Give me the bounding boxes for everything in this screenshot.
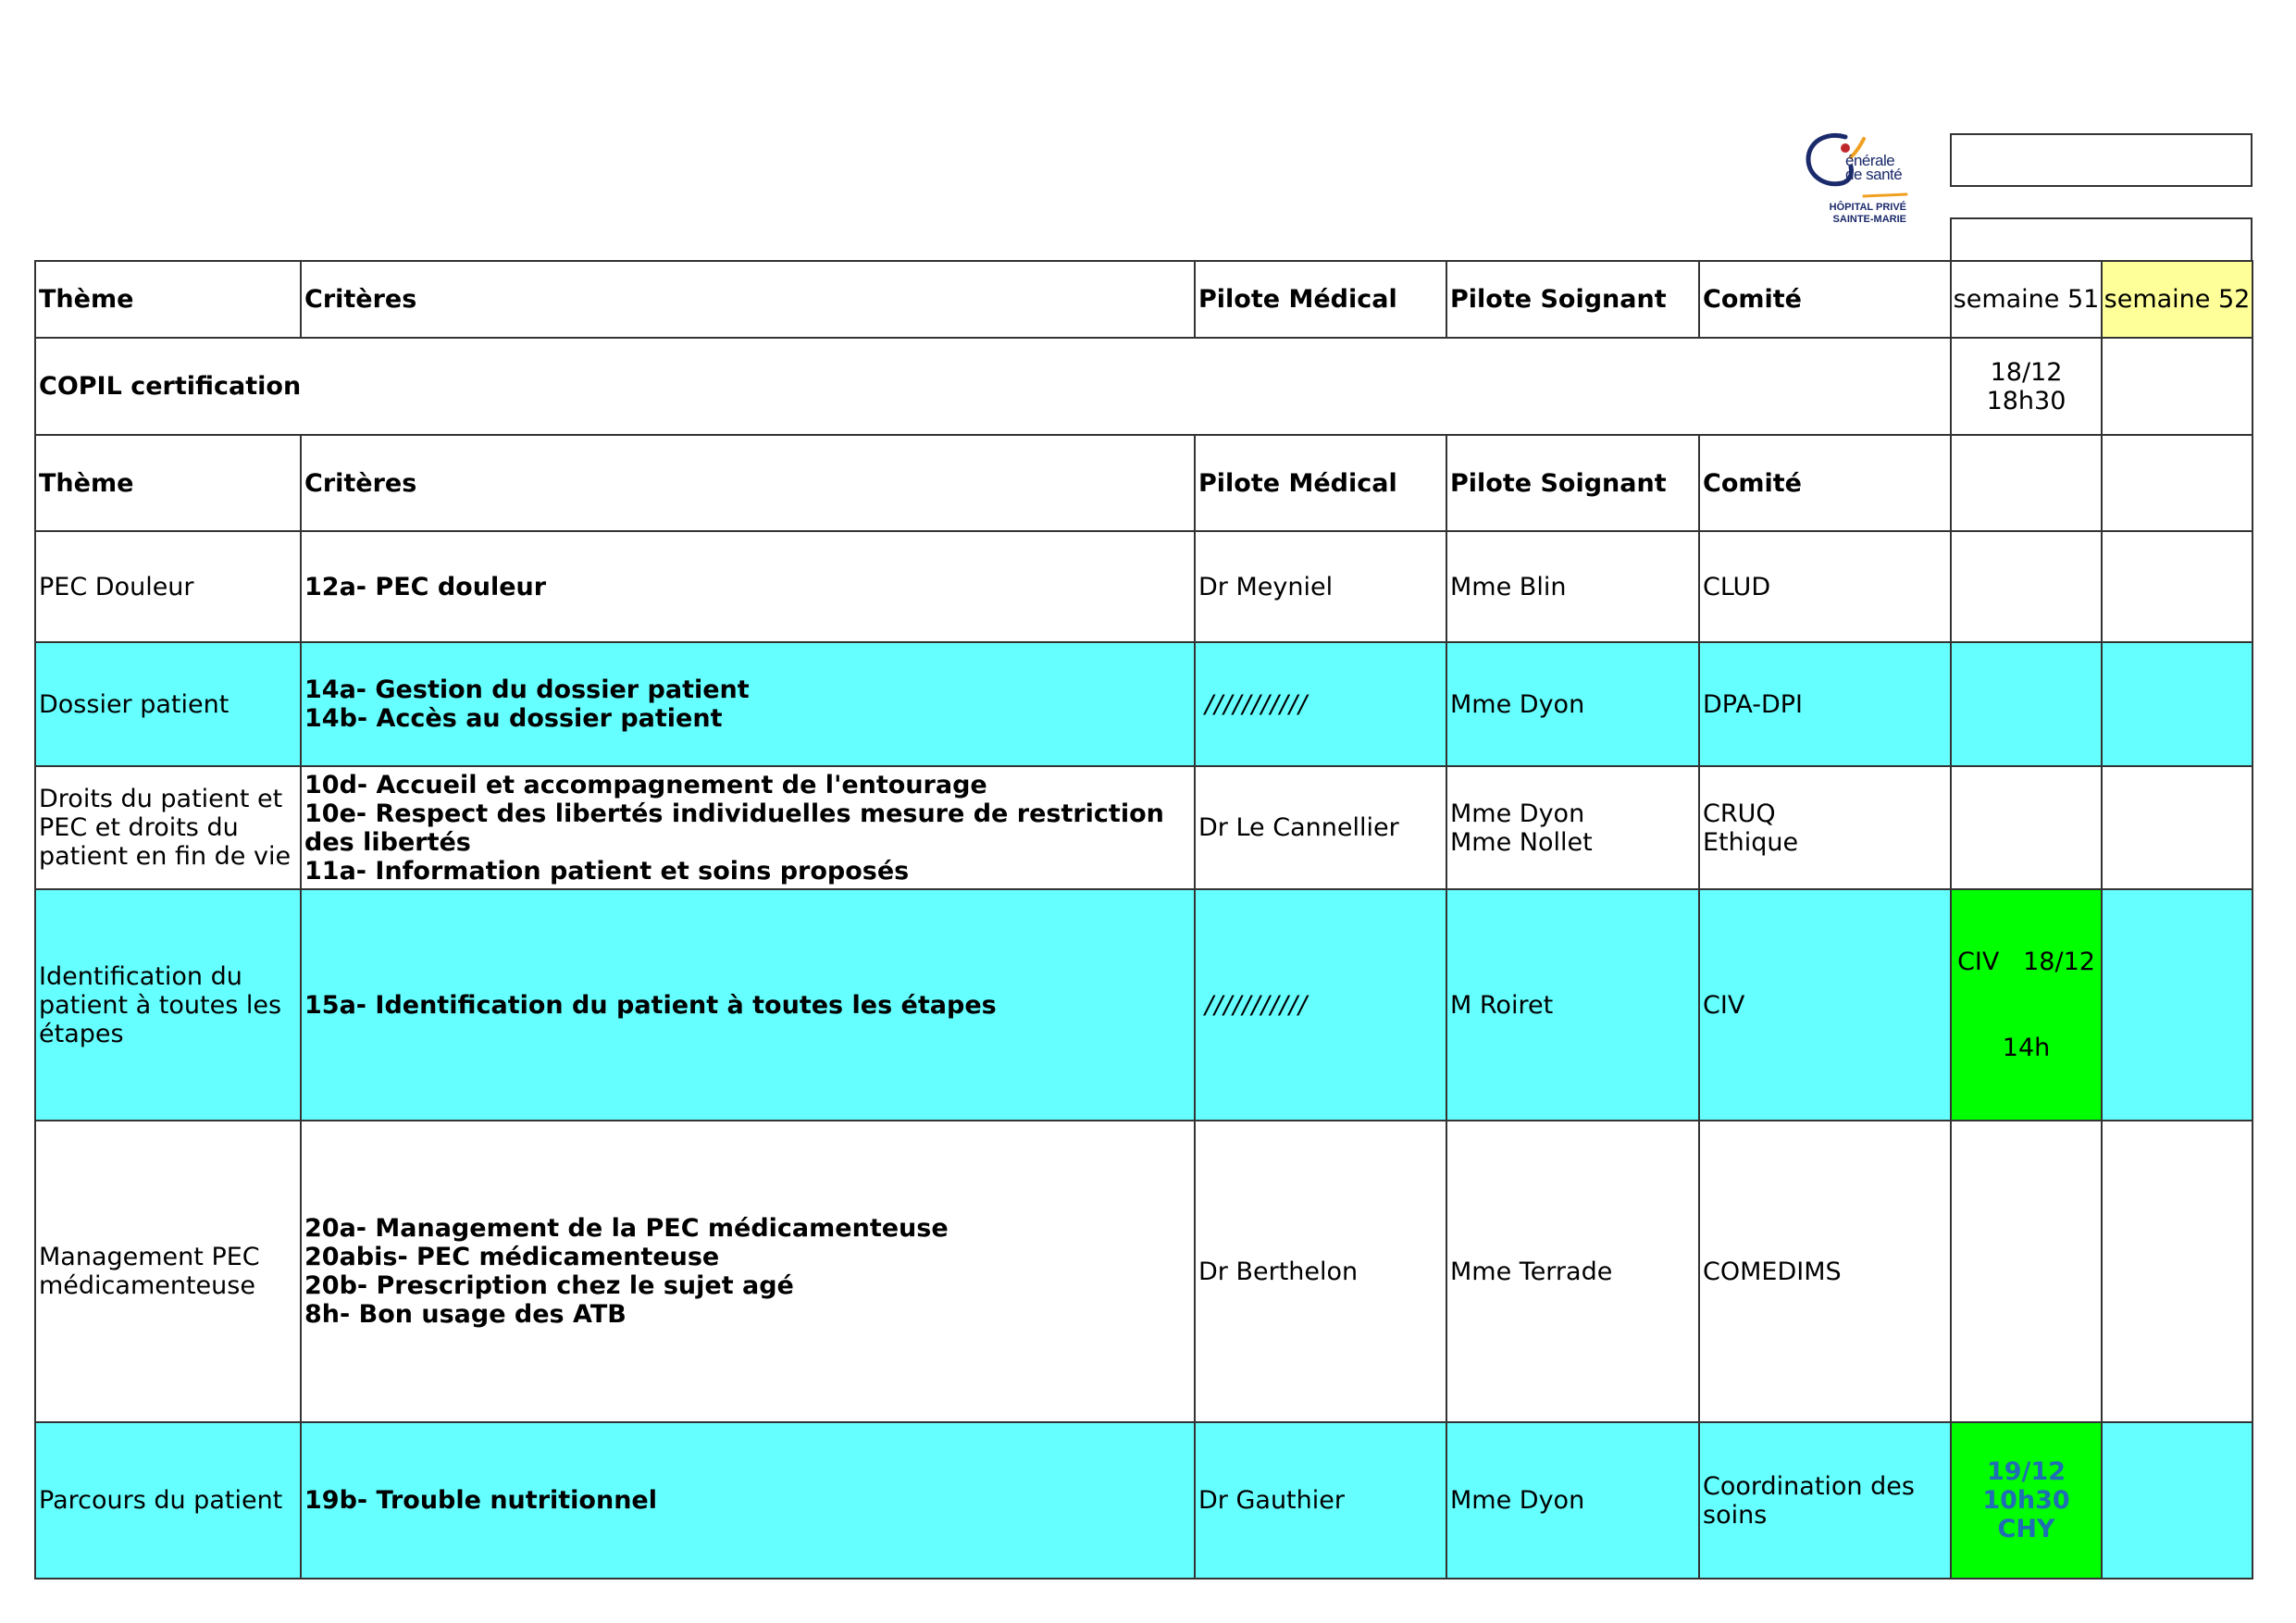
table-row (35, 1422, 2253, 1579)
logo-hospital-line-2: SAINTE-MARIE (1832, 214, 1906, 225)
criterion: 15a- Identification du patient à toutes les étapes (304, 990, 997, 1020)
subheader-row (35, 435, 2253, 531)
copil-row (35, 338, 2253, 435)
row-week-52 (2102, 1422, 2253, 1579)
logo-hospital-name (1814, 202, 1906, 226)
row-week-51 (1951, 531, 2102, 642)
header-criteres: Critères (301, 261, 1195, 338)
row-criteres (301, 889, 1195, 1121)
pilote-soignant-name: Mme Dyon (1450, 689, 1585, 719)
subheader-theme: Thème (35, 435, 301, 531)
row-pilote-soignant (1446, 1121, 1699, 1422)
criterion: 14a- Gestion du dossier patient (304, 675, 750, 704)
row-theme: Identification du patient à toutes les étapes (35, 889, 301, 1121)
row-pilote-medical: Dr Gauthier (1195, 1422, 1446, 1579)
header-week-51: semaine 51 (1951, 261, 2102, 338)
table-row (35, 766, 2253, 889)
meeting-time: 10h30 (1982, 1486, 2070, 1515)
row-week-51-scheduled (1951, 1422, 2102, 1579)
copil-week-52 (2102, 338, 2253, 435)
row-week-52 (2102, 766, 2253, 889)
meeting-date: 19/12 (1986, 1457, 2066, 1486)
comite-name: Ethique (1703, 827, 1799, 857)
comite-name: COMEDIMS (1703, 1257, 1842, 1286)
copil-label: COPIL certification (35, 338, 1951, 435)
pilote-soignant-name: Mme Terrade (1450, 1257, 1613, 1286)
comite-name: Coordination des soins (1703, 1471, 1915, 1530)
row-theme: PEC Douleur (35, 531, 301, 642)
row-pilote-medical: /////////// (1195, 642, 1446, 766)
row-pilote-medical: /////////// (1195, 889, 1446, 1121)
subheader-comite: Comité (1699, 435, 1951, 531)
generale-de-sante-logo (1805, 130, 1911, 236)
criterion: 11a- Information patient et soins proposés (304, 856, 910, 886)
row-comite (1699, 531, 1951, 642)
header-row (35, 261, 2253, 338)
pilote-soignant-name: Mme Nollet (1450, 827, 1593, 857)
copil-week-51 (1951, 338, 2102, 435)
criterion: 10e- Respect des libertés individuelles mesure de restriction des libertés (304, 799, 1164, 857)
row-comite (1699, 889, 1951, 1121)
pilote-soignant-name: Mme Dyon (1450, 1486, 1585, 1515)
row-pilote-soignant (1446, 766, 1699, 889)
row-week-51 (1951, 766, 2102, 889)
comite-name: CRUQ (1703, 799, 1776, 828)
criterion: 10d- Accueil et accompagnement de l'entourage (304, 770, 987, 799)
row-criteres (301, 1121, 1195, 1422)
subheader-pilote-medical: Pilote Médical (1195, 435, 1446, 531)
row-comite (1699, 1422, 1951, 1579)
comite-name: CIV (1703, 990, 1745, 1020)
row-comite (1699, 1121, 1951, 1422)
row-criteres (301, 531, 1195, 642)
row-week-51 (1951, 642, 2102, 766)
criterion: 8h- Bon usage des ATB (304, 1300, 627, 1329)
row-criteres (301, 1422, 1195, 1579)
subheader-criteres: Critères (301, 435, 1195, 531)
copil-date: 18/12 (1990, 357, 2063, 387)
meeting-time: 14h (2002, 1034, 2051, 1062)
row-criteres (301, 766, 1195, 889)
row-week-52 (2102, 1121, 2253, 1422)
header-comite: Comité (1699, 261, 1951, 338)
row-pilote-soignant (1446, 1422, 1699, 1579)
row-pilote-medical: Dr Meyniel (1195, 531, 1446, 642)
row-pilote-soignant (1446, 889, 1699, 1121)
row-theme: Droits du patient et PEC et droits du patient en fin de vie (35, 766, 301, 889)
row-comite (1699, 766, 1951, 889)
row-week-51 (1951, 1121, 2102, 1422)
certification-schedule-table (34, 260, 2253, 1580)
subheader-pilote-soignant: Pilote Soignant (1446, 435, 1699, 531)
criterion: 20a- Management de la PEC médicamenteuse (304, 1214, 949, 1243)
criterion: 14b- Accès au dossier patient (304, 704, 723, 733)
header-pilote-soignant: Pilote Soignant (1446, 261, 1699, 338)
meeting-label-date: CIV 18/12 (1957, 948, 2095, 976)
row-theme: Management PEC médicamenteuse (35, 1121, 301, 1422)
row-comite (1699, 642, 1951, 766)
comite-name: DPA-DPI (1703, 689, 1803, 719)
row-theme: Dossier patient (35, 642, 301, 766)
table-row (35, 889, 2253, 1121)
top-right-empty-box-2 (1950, 217, 2253, 262)
logo-hospital-line-1: HÔPITAL PRIVÉ (1829, 202, 1906, 213)
table-row (35, 1121, 2253, 1422)
row-criteres (301, 642, 1195, 766)
pilote-soignant-name: M Roiret (1450, 990, 1554, 1020)
table-row (35, 642, 2253, 766)
pilote-soignant-name: Mme Dyon (1450, 799, 1585, 828)
row-pilote-medical: Dr Le Cannellier (1195, 766, 1446, 889)
header-theme: Thème (35, 261, 301, 338)
subheader-week-51 (1951, 435, 2102, 531)
meeting-location: CHY (1997, 1515, 2055, 1543)
row-pilote-soignant (1446, 642, 1699, 766)
top-right-empty-box (1950, 133, 2253, 187)
row-week-52 (2102, 531, 2253, 642)
row-pilote-medical: Dr Berthelon (1195, 1121, 1446, 1422)
logo-brand-line-1: énérale (1845, 152, 1895, 169)
row-week-52 (2102, 889, 2253, 1121)
logo-brand-line-2: de santé (1845, 166, 1903, 183)
logo-brand-text (1845, 154, 1902, 181)
row-theme: Parcours du patient (35, 1422, 301, 1579)
subheader-week-52 (2102, 435, 2253, 531)
criterion: 12a- PEC douleur (304, 572, 547, 601)
row-week-51-scheduled (1951, 889, 2102, 1121)
criterion: 20b- Prescription chez le sujet agé (304, 1271, 794, 1300)
copil-time: 18h30 (1986, 386, 2066, 415)
criterion: 19b- Trouble nutritionnel (304, 1486, 657, 1515)
criterion: 20abis- PEC médicamenteuse (304, 1243, 720, 1271)
header-week-52: semaine 52 (2102, 261, 2253, 338)
table-row (35, 531, 2253, 642)
header-pilote-medical: Pilote Médical (1195, 261, 1446, 338)
row-week-52 (2102, 642, 2253, 766)
row-pilote-soignant (1446, 531, 1699, 642)
comite-name: CLUD (1703, 572, 1771, 601)
pilote-soignant-name: Mme Blin (1450, 572, 1567, 601)
